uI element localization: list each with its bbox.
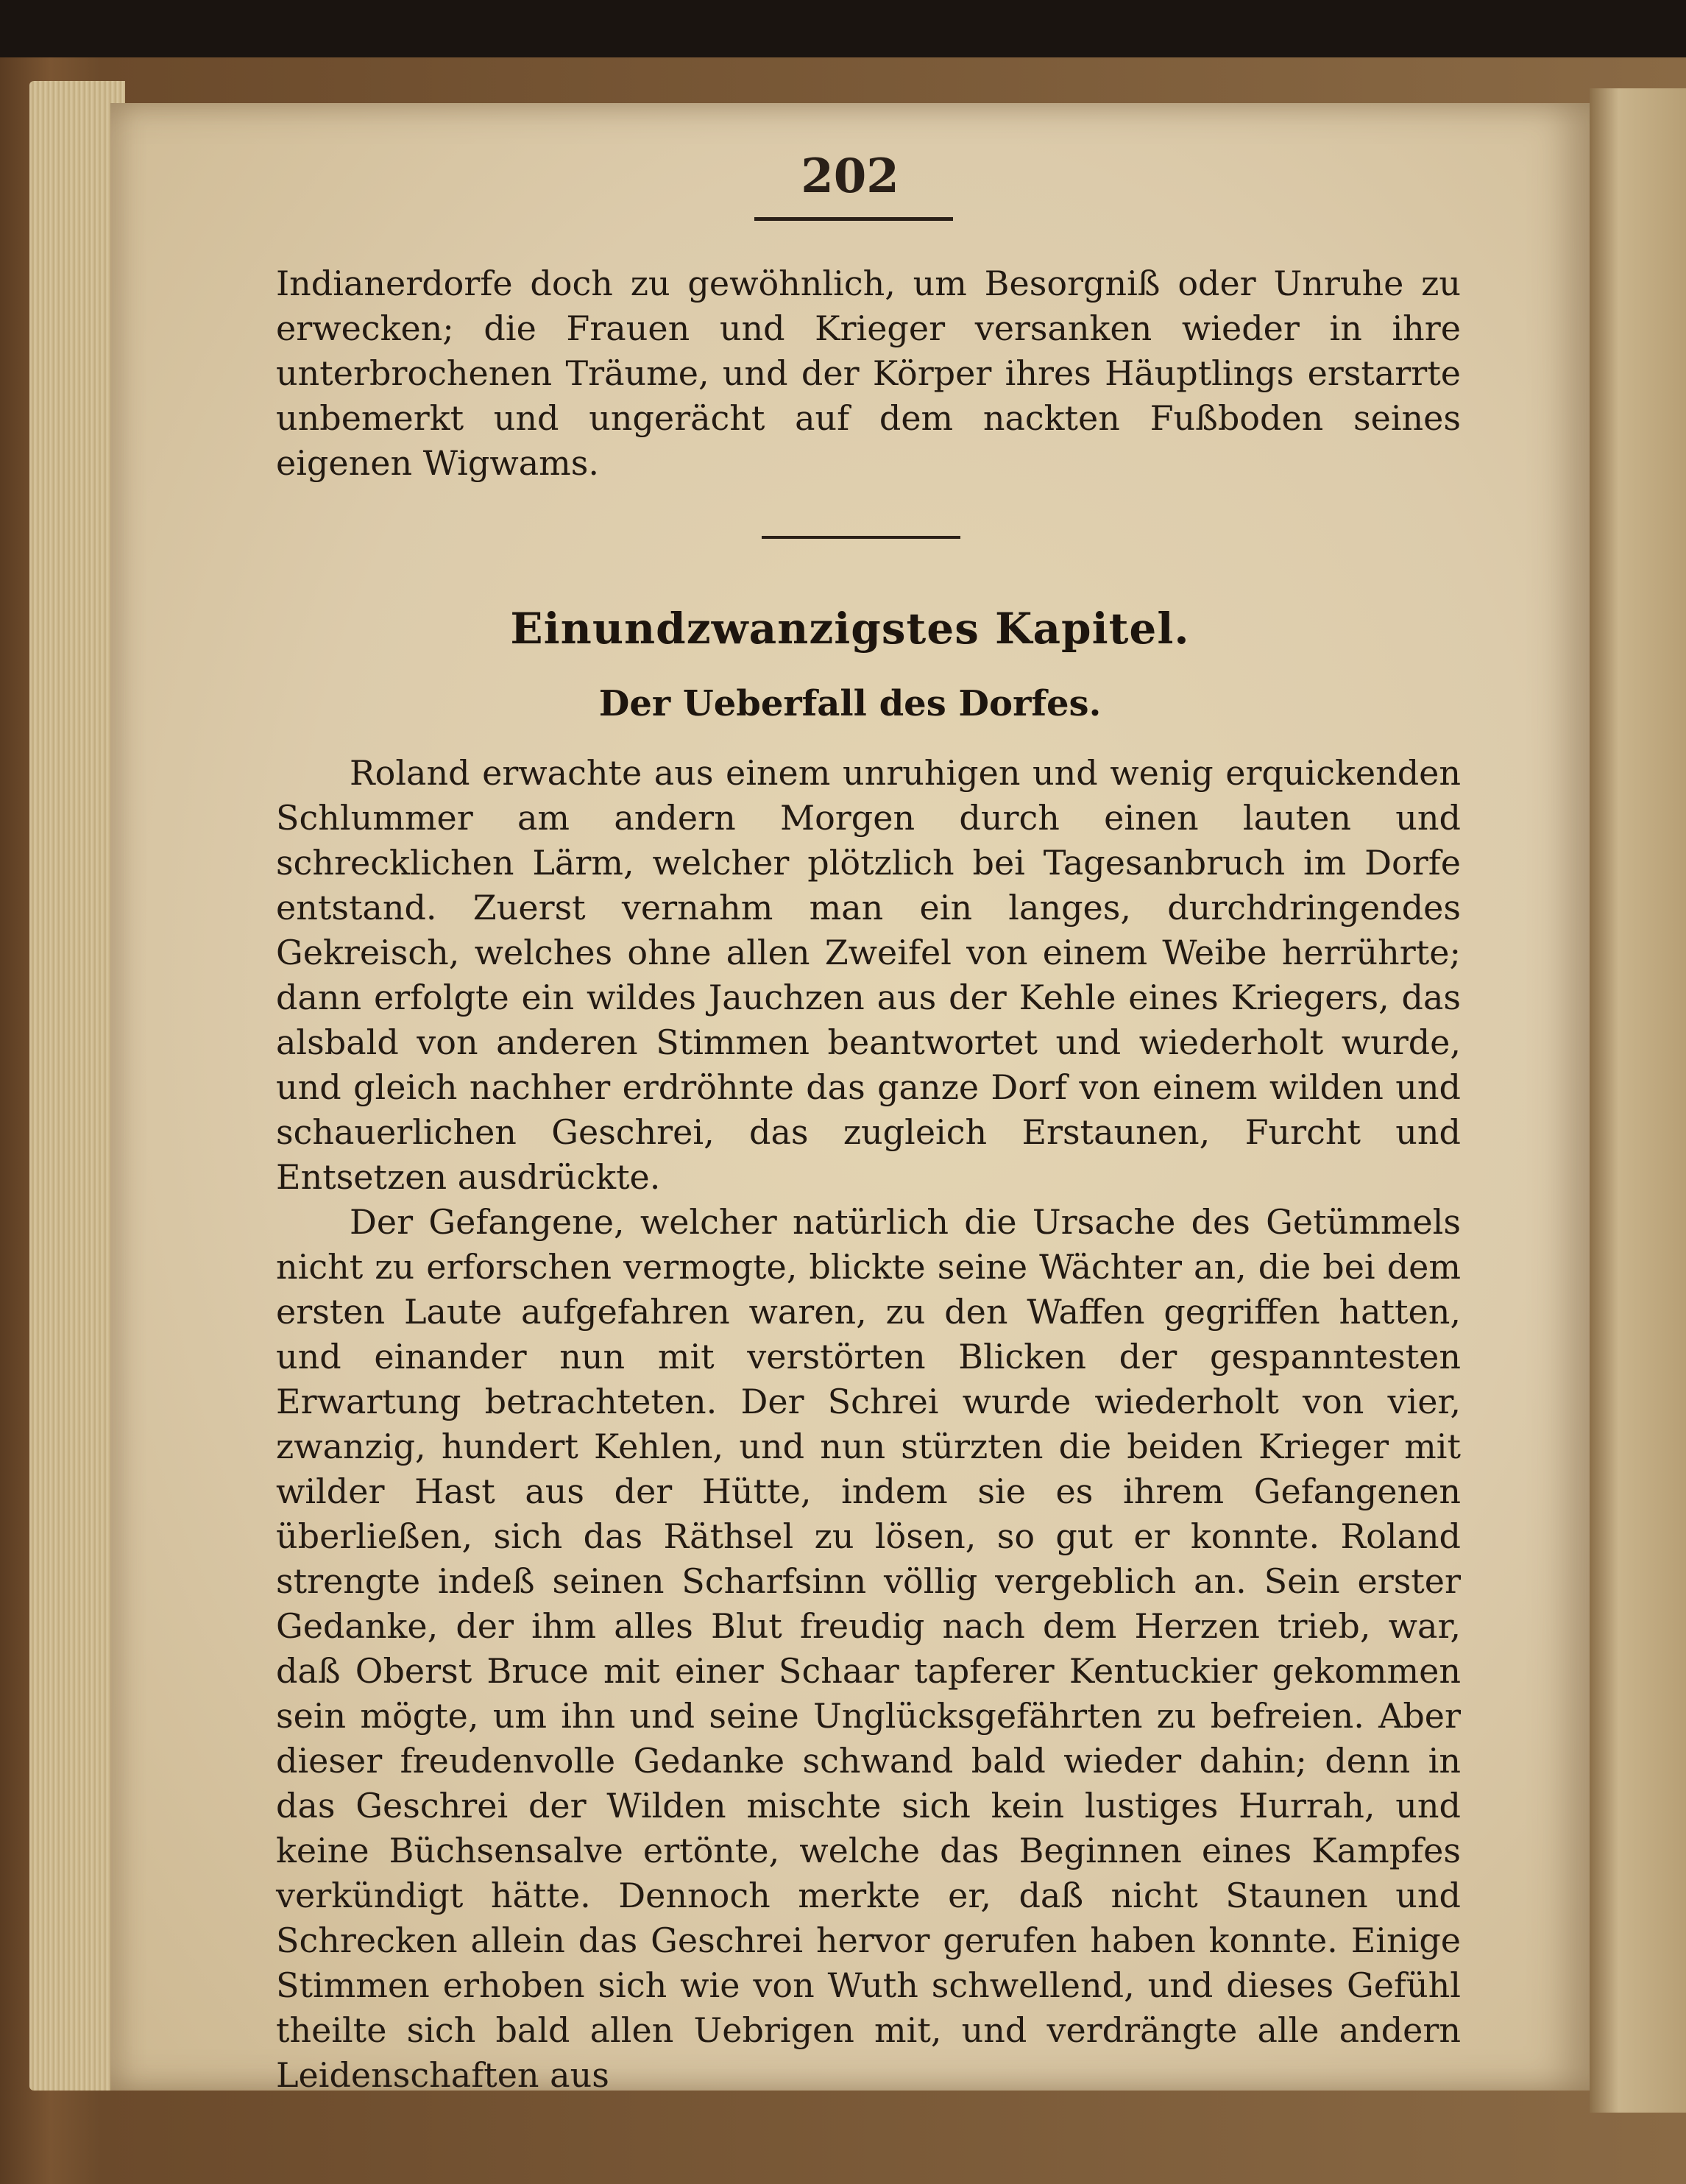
facing-page-gutter <box>1590 88 1686 2113</box>
paragraph-1: Roland erwachte aus einem unruhigen und wenig erquickenden Schlummer am andern Morgen durch einen lauten und schrecklichen Lärm, welcher plötzlich bei Tagesanbruch im Dorfe entstand. Zuerst vernahm man ein langes, durchdringendes Gekreisch, welches ohne allen Zweifel von einem Weibe herrührte; dann erfolgte ein wildes Jauchzen aus der Kehle eines Kriegers, das alsbald von anderen Stimmen beantwortet und wiederholt wurde, und gleich nachher erdröhnte das ganze Dorf von einem wilden und schauerlichen Geschrei, das zugleich Erstaunen, Furcht und Entsetzen ausdrückte. <box>276 753 1461 1197</box>
paragraph-2: Der Gefangene, welcher natürlich die Ursache des Getümmels nicht zu erforschen vermogte, blickte seine Wächter an, die bei dem ersten Laute aufgefahren waren, zu den Waffen gegriffen hatten, und einander nun mit verstörten Blicken der gespanntesten Erwartung betrachteten. Der Schrei wurde wiederholt von vier, zwanzig, hundert Kehlen, und nun stürzten die beiden Krieger mit wilder Hast aus der Hütte, indem sie es ihrem Gefangenen überließen, sich das Räthsel zu lösen, so gut er konnte. Roland strengte indeß seinen Scharfsinn völlig vergeblich an. Sein erster Gedanke, der ihm alles Blut freudig nach dem Herzen trieb, war, daß Oberst Bruce mit einer Schaar tapferer Kentuckier gekommen sein mögte, um ihn und seine Unglücksgefährten zu befreien. Aber dieser freudenvolle Gedanke schwand bald wieder dahin; denn in das Geschrei der Wilden mischte sich kein lustiges Hurrah, und keine Büchsensalve ertönte, welche das Beginnen eines Kampfes verkündigt hätte. Dennoch merkte er, daß nicht Staunen und Schrecken allein das Geschrei hervor gerufen haben konnte. Einige Stimmen erhoben sich wie von Wuth schwellend, und dieses Gefühl theilte sich bald allen Uebrigen mit, und verdrängte alle andern Leidenschaften aus <box>276 1202 1461 2095</box>
continuation-text <box>276 261 1461 486</box>
chapter-body <box>276 751 1461 2098</box>
page-number: 202 <box>801 149 899 204</box>
page-number-rule <box>754 217 953 221</box>
section-divider <box>762 536 960 539</box>
chapter-title: Einundzwanzigstes Kapitel. <box>510 604 1190 654</box>
chapter-subtitle: Der Ueberfall des Dorfes. <box>598 683 1102 724</box>
continuation-paragraph: Indianerdorfe doch zu gewöhnlich, um Besorgniß oder Unruhe zu erwecken; die Frauen und Krieger versanken wieder in ihre unterbrochenen Träume, und der Körper ihres Häuptlings erstarrte unbemerkt und ungerächt auf dem nackten Fußboden seines eigenen Wigwams. <box>276 264 1461 483</box>
book-page <box>110 103 1590 2095</box>
